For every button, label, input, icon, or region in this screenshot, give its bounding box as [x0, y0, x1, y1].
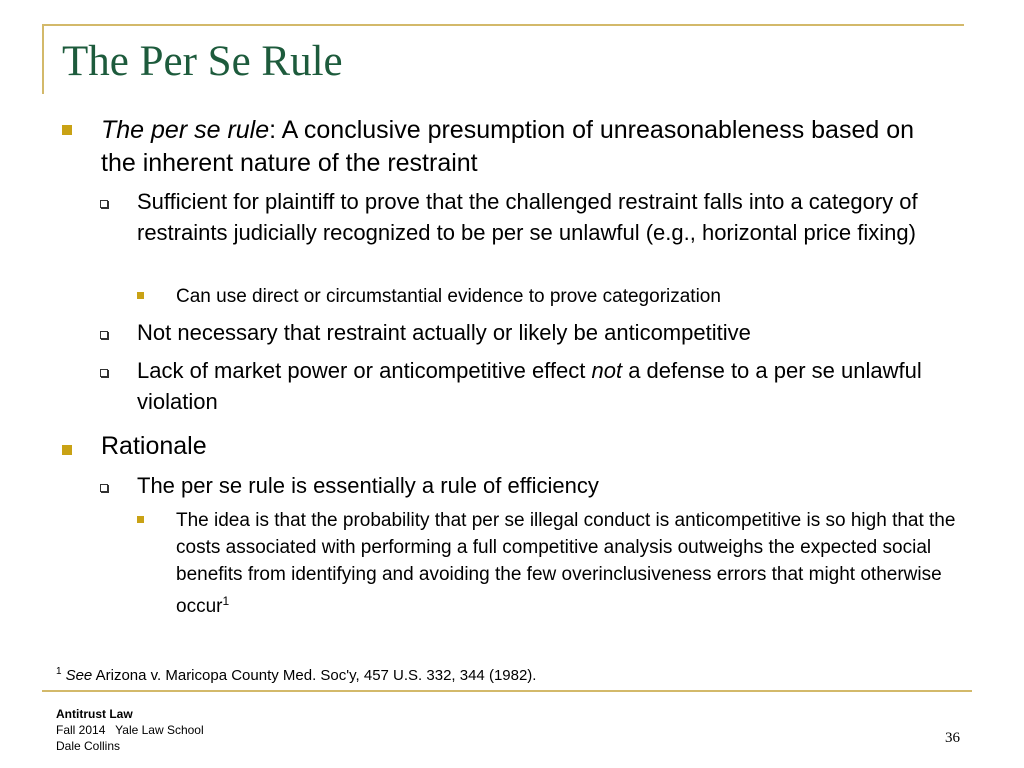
bullet-marker — [62, 445, 72, 455]
sub-bullet-marker — [100, 484, 108, 492]
bullet-marker — [62, 125, 72, 135]
page-number: 36 — [945, 730, 960, 746]
sub-bullet-sufficient: Sufficient for plaintiff to prove that the challenged restraint falls into a category of restraints judicially recognized to be per se unlawful (e.g., horizontal price fixing) — [137, 189, 918, 245]
bottom-rule — [42, 690, 972, 692]
bullet-marker — [137, 516, 144, 523]
sub-sub-bullet-evidence: Can use direct or circumstantial evidence to prove categorization — [176, 286, 721, 307]
sub-bullet-marker — [100, 369, 108, 377]
bullet-text: : A conclusive presumption of unreasonableness based on the inherent nature of the restraint — [101, 116, 915, 177]
bullet-rationale: Rationale — [101, 432, 207, 460]
footer-author: Dale Collins — [56, 739, 121, 753]
term-per-se-rule: The per se rule — [101, 116, 270, 144]
bullet-marker — [137, 292, 144, 299]
slide-title: The Per Se Rule — [62, 38, 343, 85]
sub-bullet-market-power: Lack of market power or anticompetitive effect not a defense to a per se unlawful violation — [137, 358, 922, 414]
emphasis-not: not — [591, 358, 623, 383]
top-rule — [42, 24, 964, 26]
footer-course: Antitrust Law — [56, 707, 133, 721]
footer — [56, 706, 204, 754]
sub-sub-bullet-idea: The idea is that the probability that per se illegal conduct is anticompetitive is so high that the costs associated with performing a full competitive analysis outweighs the expected social benefits from identifying and avoiding the few overinclusiveness errors that might otherwise occur$^1$ — [176, 510, 956, 617]
left-rule — [42, 24, 44, 94]
footer-term: Fall 2014 Yale Law School — [56, 723, 204, 737]
sub-bullet-not-necessary: Not necessary that restraint actually or likely be anticompetitive — [137, 320, 751, 345]
footnote: $^1$ See Arizona v. Maricopa County Med. Soc'y, 457 U.S. 332, 344 (1982). — [56, 666, 537, 684]
footnote-ref: 1 — [222, 594, 230, 608]
bullet-per-se-rule — [101, 114, 921, 180]
sub-bullet-marker — [100, 200, 108, 208]
sub-bullet-marker — [100, 331, 108, 339]
sub-bullet-efficiency: The per se rule is essentially a rule of efficiency — [137, 473, 599, 498]
